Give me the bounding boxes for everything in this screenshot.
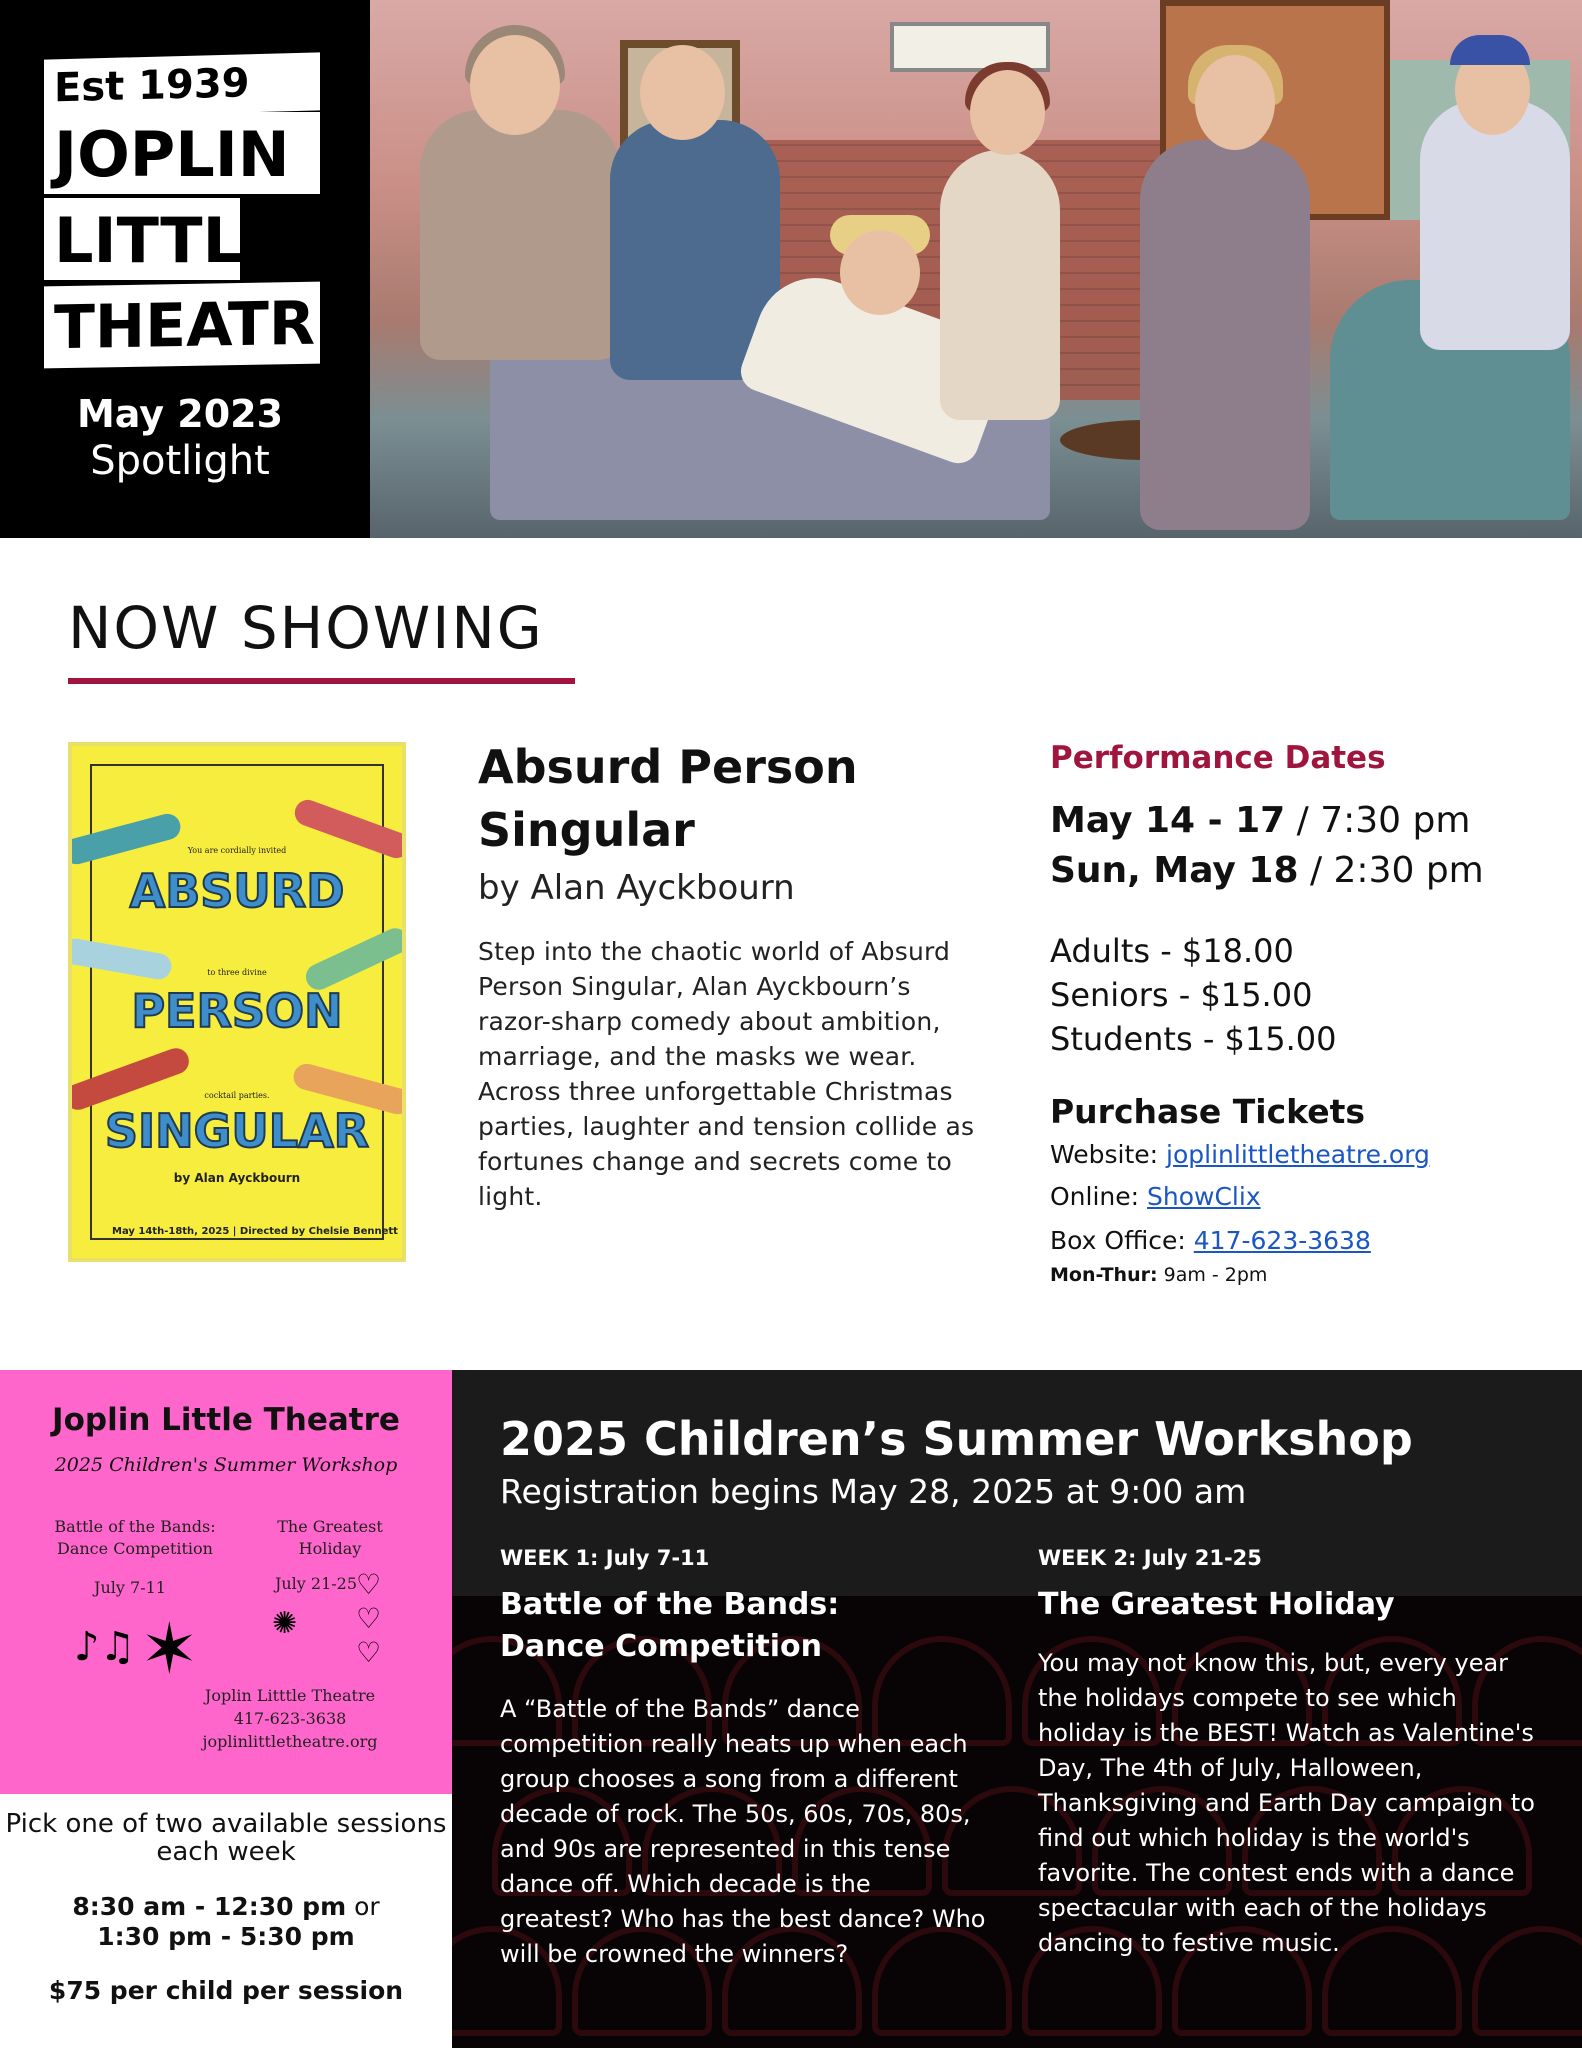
performance-date-1: May 14 - 17 [1050,800,1286,841]
actor-4 [940,150,1060,420]
sessions-info [0,1794,452,2048]
poster-word-singular: SINGULAR [104,1104,370,1158]
session-or: or [346,1892,380,1921]
logo-est-year: Est 1939 [44,52,320,117]
price-seniors: Seniors - $15.00 [1050,976,1313,1014]
session-1: 8:30 am - 12:30 pm [72,1892,347,1921]
week1-name: Battle of the Bands: Dance Competition [500,1587,840,1664]
header-banner [0,0,1582,538]
week1-label: WEEK 1: July 7-11 [500,1546,710,1570]
performance-time-2: / 2:30 pm [1298,850,1484,891]
performance-line-1 [1050,800,1470,841]
hearts-icon: ♡ ♡ ♡ [356,1568,382,1669]
actor-4-head [970,70,1045,155]
actor-1-head [470,35,560,135]
week2-description: You may not know this, but, every year the holidays compete to see which holiday is the BEST! Watch as Valentine's Day, The 4th of July, Halloween, Thanksgiving and Earth Day campaign to find out which holiday is the world's favorite. The contest ends with a dance spectacular with each of the holidays dancing to festive music. [1038,1649,1535,1957]
box-office-line [1050,1226,1371,1255]
actor-6-cap [1450,35,1530,65]
performance-dates-heading: Performance Dates [1050,740,1386,776]
week2-label: WEEK 2: July 21-25 [1038,1546,1262,1570]
logo-line-joplin: JOPLIN [44,112,320,194]
website-link[interactable]: joplinlittletheatre.org [1166,1140,1430,1169]
sessions-intro: Pick one of two available sessions each week [5,1809,447,1867]
hours-value: 9am - 2pm [1157,1264,1268,1286]
week2-name: The Greatest Holiday [1038,1587,1395,1622]
poster-byline: by Alan Ayckbourn [173,1171,301,1185]
phone-link[interactable]: 417-623-3638 [1193,1226,1371,1255]
issue-month: May 2023 [76,392,284,436]
poster-tagline-1: You are cordially invited [187,846,287,855]
box-office-hours [1050,1264,1267,1286]
website-line [1050,1140,1430,1169]
performance-date-2: Sun, May 18 [1050,850,1299,891]
show-description: Step into the chaotic world of Absurd Person Singular, Alan Ayckbourn’s razor-sharp comedy about ambition, marriage, and the masks we wear. Across three unforgettable Christmas parties, laughter and tension collide as fortunes change and secrets come to light. [478,937,975,1211]
poster-word-person: PERSON [131,984,343,1038]
session-times [0,1892,452,1952]
actor-3-head [840,230,920,315]
heading-underline [68,678,575,684]
flyer-week1-name: Battle of the Bands: Dance Competition [54,1517,216,1558]
showclix-link[interactable]: ShowClix [1147,1182,1261,1211]
flyer-title: Joplin Little Theatre [52,1402,400,1438]
actor-5-head [1195,55,1275,150]
actor-6 [1420,100,1570,350]
poster-word-absurd: ABSURD [129,864,345,918]
price-students: Students - $15.00 [1050,1020,1337,1058]
box-office-label: Box Office: [1050,1226,1194,1255]
poster-footer: May 14th-18th, 2025 | Directed by Chelsie Bennett [112,1226,398,1237]
music-notes-icon: ♪♫ [74,1624,136,1670]
week1-description: A “Battle of the Bands” dance competition really heats up when each group chooses a song from a different decade of rock. The 50s, 60s, 70s, 80s, and 90s are represented in this tense dance off. Which decade is the greatest? Who has the best dance? Who will be crowned the winners? [500,1695,986,1968]
online-label: Online: [1050,1182,1148,1211]
performance-line-2 [1050,850,1484,891]
show-title: Absurd Person Singular [478,740,858,858]
workshop-title: 2025 Children’s Summer Workshop [500,1412,1413,1466]
brand-panel [0,0,370,538]
purchase-tickets-heading: Purchase Tickets [1050,1092,1366,1131]
now-showing-heading: NOW SHOWING [68,594,544,662]
show-author: by Alan Ayckbourn [478,868,795,908]
dancer-icon: ✶ [140,1608,199,1690]
website-label: Website: [1050,1140,1167,1169]
flyer-subtitle: 2025 Children's Summer Workshop [54,1454,398,1476]
hours-label: Mon-Thur: [1050,1264,1158,1286]
issue-label: Spotlight [90,438,270,484]
workshop-panel [452,1370,1582,2048]
workshop-registration: Registration begins May 28, 2025 at 9:00 am [500,1472,1247,1511]
online-line [1050,1182,1261,1211]
flyer-contact: Joplin Litttle Theatre 417-623-3638 joplinlittletheatre.org [202,1686,378,1751]
actor-1 [420,110,620,360]
actor-5 [1140,140,1310,530]
price-adults: Adults - $18.00 [1050,932,1294,970]
pumpkin-icon: ✺ [272,1606,298,1641]
workshop-flyer [0,1370,452,1794]
performance-time-1: / 7:30 pm [1285,800,1471,841]
poster-tagline-3: cocktail parties. [204,1091,270,1100]
flyer-week2-dates: July 21-25 [274,1574,358,1593]
logo-line-theatre: THEATRE [44,282,320,369]
flyer-week1-dates: July 7-11 [94,1578,166,1597]
session-2: 1:30 pm - 5:30 pm [97,1922,355,1951]
show-poster [68,742,406,1262]
session-price: $75 per child per session [48,1976,404,2005]
flyer-week2-name: The Greatest Holiday [277,1517,383,1558]
actor-2-head [640,45,725,140]
cast-photo [370,0,1582,538]
logo-line-little: LITTLE [44,198,240,280]
poster-tagline-2: to three divine [207,968,267,977]
